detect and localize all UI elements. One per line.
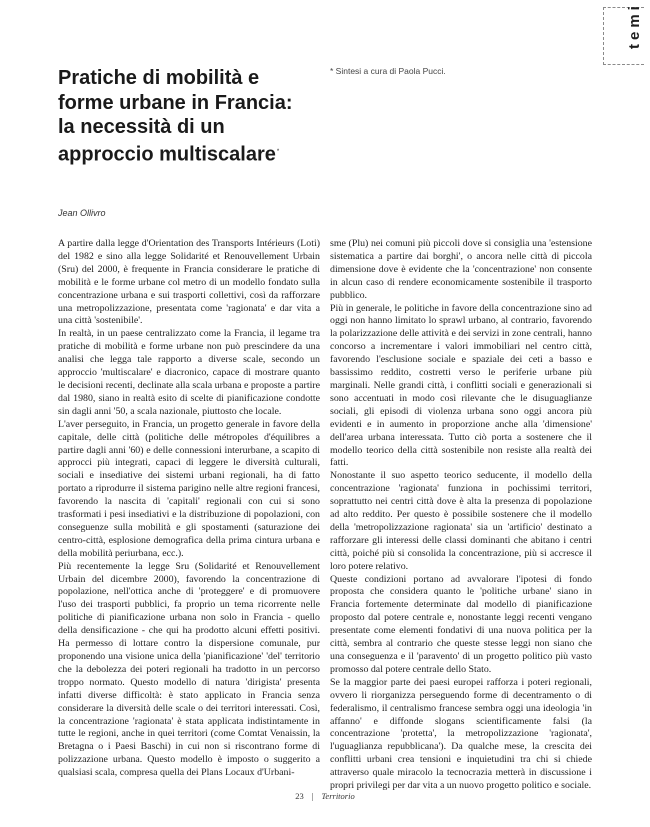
title-footnote-mark: * [276,148,280,155]
paragraph: sme (Plu) nei comuni più piccoli dove si consiglia una 'estensione sistematica a partire dai borghi', o ancora nelle città di piccola dimensione dove è evidente che la 'concentrazione' non consente in alcun caso di rendere economicamente sostenibile il trasporto pubblico. [330,238,592,301]
section-tab [603,2,644,65]
section-tab-label: temi [626,2,643,49]
footer-separator: | [311,791,314,801]
article-title [58,66,308,167]
paragraph: In realtà, in un paese centralizzato come la Francia, il legame tra pratiche di mobilità e forme urbane non può prescindere da una analisi che legga tale rapporto a diverse scale, secondo un approccio 'multiscalare' e diacronico, capace di mostrare quanto le decisioni recenti, declinate alla scala urbana e proposte a partire dal 1980, siano in realtà esito di scelte di pianificazione condotte sin dagli anni '50, a scala nazionale, piuttosto che locale. [58,328,320,417]
article-title-text: Pratiche di mobilità e forme urbane in Francia: la necessità di un approccio multiscalare [58,67,293,166]
page-number: 23 [295,791,304,801]
paragraph: Più in generale, le politiche in favore della concentrazione sino ad oggi non hanno limitato lo sprawl urbano, al contrario, favorendo la polarizzazione delle attività e dei servizi in zone centrali, hanno concorso a incrementare i valori immobiliari nel centro città, favorendo l'esclusione sociale e spaziale dei ceti a basso e bassissimo reddito, costretti verso le periferie urbane più marginali. Nelle grandi città, i conflitti sociali e generazionali si sono accentuati in modo così rilevante che le disuguaglianze sociali, gli episodi di violenza urbana sono oggi ancora più evidenti e in aumento in proporzione anche alla 'dimensione' dell'area urbana interessata. Tutto ciò porta a sostenere che il modello teorico della città sostenibile non resiste alla realtà dei fatti. [330,302,592,469]
right-column [330,238,592,793]
footnote: * Sintesi a cura di Paola Pucci. [330,66,446,76]
paragraph: Queste condizioni portano ad avvalorare l'ipotesi di fondo proposta che considera quanto le 'politiche urbane' siano in Francia fortemente determinate dal modello di pianificazione proposto dal potere centrale e, nonostante leggi recenti vengano presentate come elementi fondativi di una nuova politica per la città, sembra al contrario che queste stesse leggi non siano che una conseguenza e il 'paravento' di un progetto politico più vasto promosso dal potere centrale dello Stato. [330,573,592,675]
page-footer [0,791,650,801]
paragraph: Più recentemente la legge Sru (Solidarité et Renouvellement Urbain del dicembre 2000), favorendo la concentrazione di popolazione, nell'ottica anche di 'proteggere' e di promuovere l'uso dei trasporti pubblici, fa proprio un tema ricorrente nelle politiche di pianificazione urbana non solo in Francia - quello della densificazione - che qui ha prodotto alcuni effetti positivi. Ha permesso di lottare contro la dispersione comunale, pur proponendo una visione unica della 'pianificazione' 'del' territorio che la debolezza dei poteri regionali ha tradotto in un percorso troppo normato. Questo modello di natura 'dirigista' presenta infatti diverse difficoltà: è stato applicato in Francia senza considerare la diversità delle scale o dei territori interessati. Così, la concentrazione 'ragionata' è stata applicata indistintamente in tutte le regioni, anche in quei territori (come Comtat Venaissin, la Bretagna o i Paesi Baschi) in cui non si riscontrano forme di polizzazione urbana. Questo modello è imposto o suggerito a qualsiasi scala, compresa quella dei Plans Locaux d'Urbani- [58,560,320,779]
left-column [58,238,320,780]
author: Jean Ollivro [58,208,106,218]
paragraph: A partire dalla legge d'Orientation des Transports Intérieurs (Loti) del 1982 e sino alla legge Solidarité et Renouvellement Urbain (Sru) del 2000, è frequente in Francia considerare le pratiche di mobilità e le forme urbane col metro di un modello fondato sulla concentrazione urbana e sui trasporti collettivi, così da rafforzare una metropolizzazione, presentata come 'ragionata' e dar vita a una città 'sostenibile'. [58,238,320,327]
magazine-name: Territorio [321,791,355,801]
paragraph: L'aver perseguito, in Francia, un progetto generale in favore della capitale, delle città (politiche delle métropoles d'équilibres a partire dagli anni '60) e delle connessioni interurbane, a scapito di approcci più integrati, capaci di leggere le diversità culturali, sociali e insediative dei sistemi urbani regionali, ha di fatto portato a riprodurre il sistema parigino nelle altre regioni francesi, favorendo la nascita di 'capitali' regionali con cui si sono trasformati i pesi insediativi e la distribuzione di popolazioni, con conseguenze sulla mobilità e gli spostamenti (saturazione dei centro-città, esplosione demografica della prima cintura urbana e della mobilità periurbana, ecc.). [58,418,320,559]
paragraph: Nonostante il suo aspetto teorico seducente, il modello della concentrazione 'ragionata' funziona in pochissimi territori, soprattutto nei centri città dove è alta la presenza di popolazione ad alto reddito. Per questo è possibile sostenere che il modello della 'metropolizzazione ragionata' sia un 'artificio' destinato a rafforzare gli interessi delle classi dominanti che abitano i centri città, poiché più si consolida la concentrazione, più si accresce il loro potere relativo. [330,470,592,572]
paragraph: Se la maggior parte dei paesi europei rafforza i poteri regionali, ovvero li riorganizza perseguendo forme di decentramento o di federalismo, il centralismo francese sembra oggi una ideologia 'in affanno' e diffonde slogans scientificamente falsi (la concentrazione 'protetta', la metropolizzazione 'ragionata', l'uguaglianza repubblicana'). Da qualche mese, la crescita dei conflitti urbani crea tensioni e inquietudini tra chi si chiede attraverso quale miracolo la tecnocrazia metterà in discussione i propri privilegi per dar vita a un nuovo progetto politico e sociale. [330,676,592,792]
